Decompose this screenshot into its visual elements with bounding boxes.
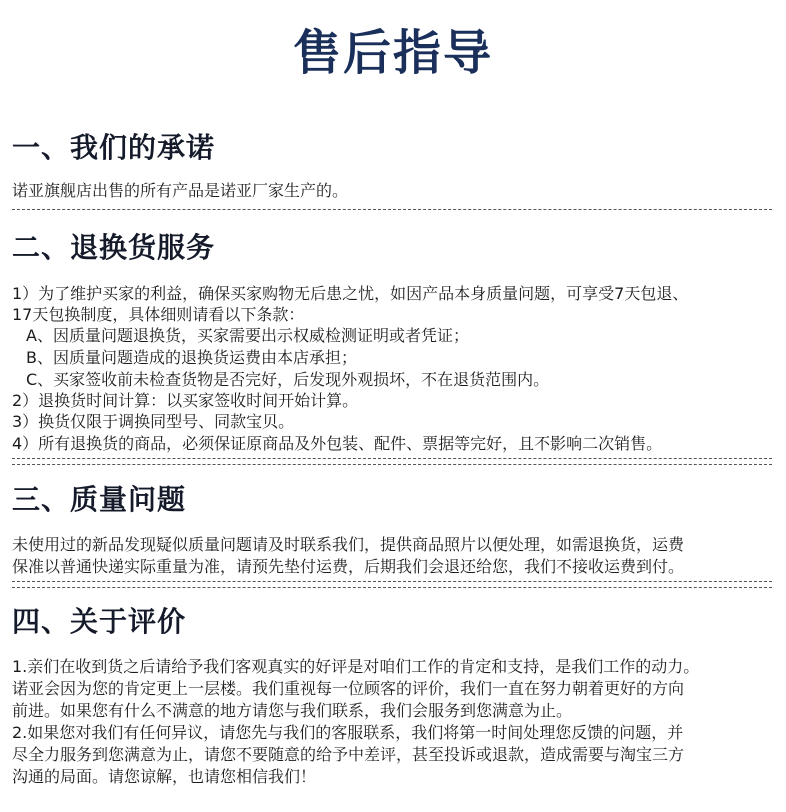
section-heading-quality: 三、质量问题 (12, 483, 187, 516)
section-divider (12, 209, 772, 210)
section-heading-promise: 一、我们的承诺 (12, 131, 216, 164)
section-divider (12, 587, 772, 588)
returns-line-1: 1）为了维护买家的利益，确保买家购物无后患之忧，如因产品本身质量问题，可享受7天包退、 (12, 284, 689, 303)
page-title: 售后指导 (292, 25, 493, 81)
returns-clause-b: B、因质量问题造成的退换货运费由本店承担； (26, 348, 357, 367)
returns-line-2: 17天包换制度，具体细则请看以下条款： (12, 305, 305, 324)
returns-line-exchange: 3）换货仅限于调换同型号、同款宝贝。 (12, 412, 295, 431)
quality-line-2: 保准以普通快递实际重量为准，请预先垫付运费，后期我们会退还给您，我们不接收运费到付。 (12, 557, 685, 576)
section-divider (12, 464, 772, 465)
returns-line-time: 2）退换货时间计算：以买家签收时间开始计算。 (12, 391, 359, 410)
promise-line-1: 诺亚旗舰店出售的所有产品是诺亚厂家生产的。 (12, 181, 349, 200)
returns-clause-a: A、因质量问题退换货，买家需要出示权威检测证明或者凭证； (26, 326, 469, 345)
section-heading-reviews: 四、关于评价 (12, 605, 187, 638)
section-divider (12, 458, 772, 459)
section-heading-returns: 二、退换货服务 (12, 231, 216, 264)
reviews-line-1: 1.亲们在收到货之后请给予我们客观真实的好评是对咱们工作的肯定和支持，是我们工作的动力。 (12, 657, 700, 676)
reviews-line-4: 2.如果您对我们有任何异议，请您先与我们的客服联系，我们将第一时间处理您反馈的问题，并 (12, 723, 684, 742)
quality-line-1: 未使用过的新品发现疑似质量问题请及时联系我们，提供商品照片以便处理，如需退换货，运费 (12, 535, 685, 554)
reviews-line-6: 沟通的局面。请您谅解，也请您相信我们！ (12, 767, 317, 786)
reviews-line-5: 尽全力服务到您满意为止，请您不要随意的给予中差评，甚至投诉或退款，造成需要与淘宝三方 (12, 745, 685, 764)
reviews-line-2: 诺亚会因为您的肯定更上一层楼。我们重视每一位顾客的评价，我们一直在努力朝着更好的方向 (12, 679, 685, 698)
returns-clause-c: C、买家签收前未检查货物是否完好，后发现外观损坏，不在退货范围内。 (26, 370, 550, 389)
reviews-line-3: 前进。如果您有什么不满意的地方请您与我们联系，我们会服务到您满意为止。 (12, 701, 573, 720)
section-divider (12, 581, 772, 582)
returns-line-condition: 4）所有退换货的商品，必须保证原商品及外包装、配件、票据等完好，且不影响二次销售。 (12, 434, 663, 453)
